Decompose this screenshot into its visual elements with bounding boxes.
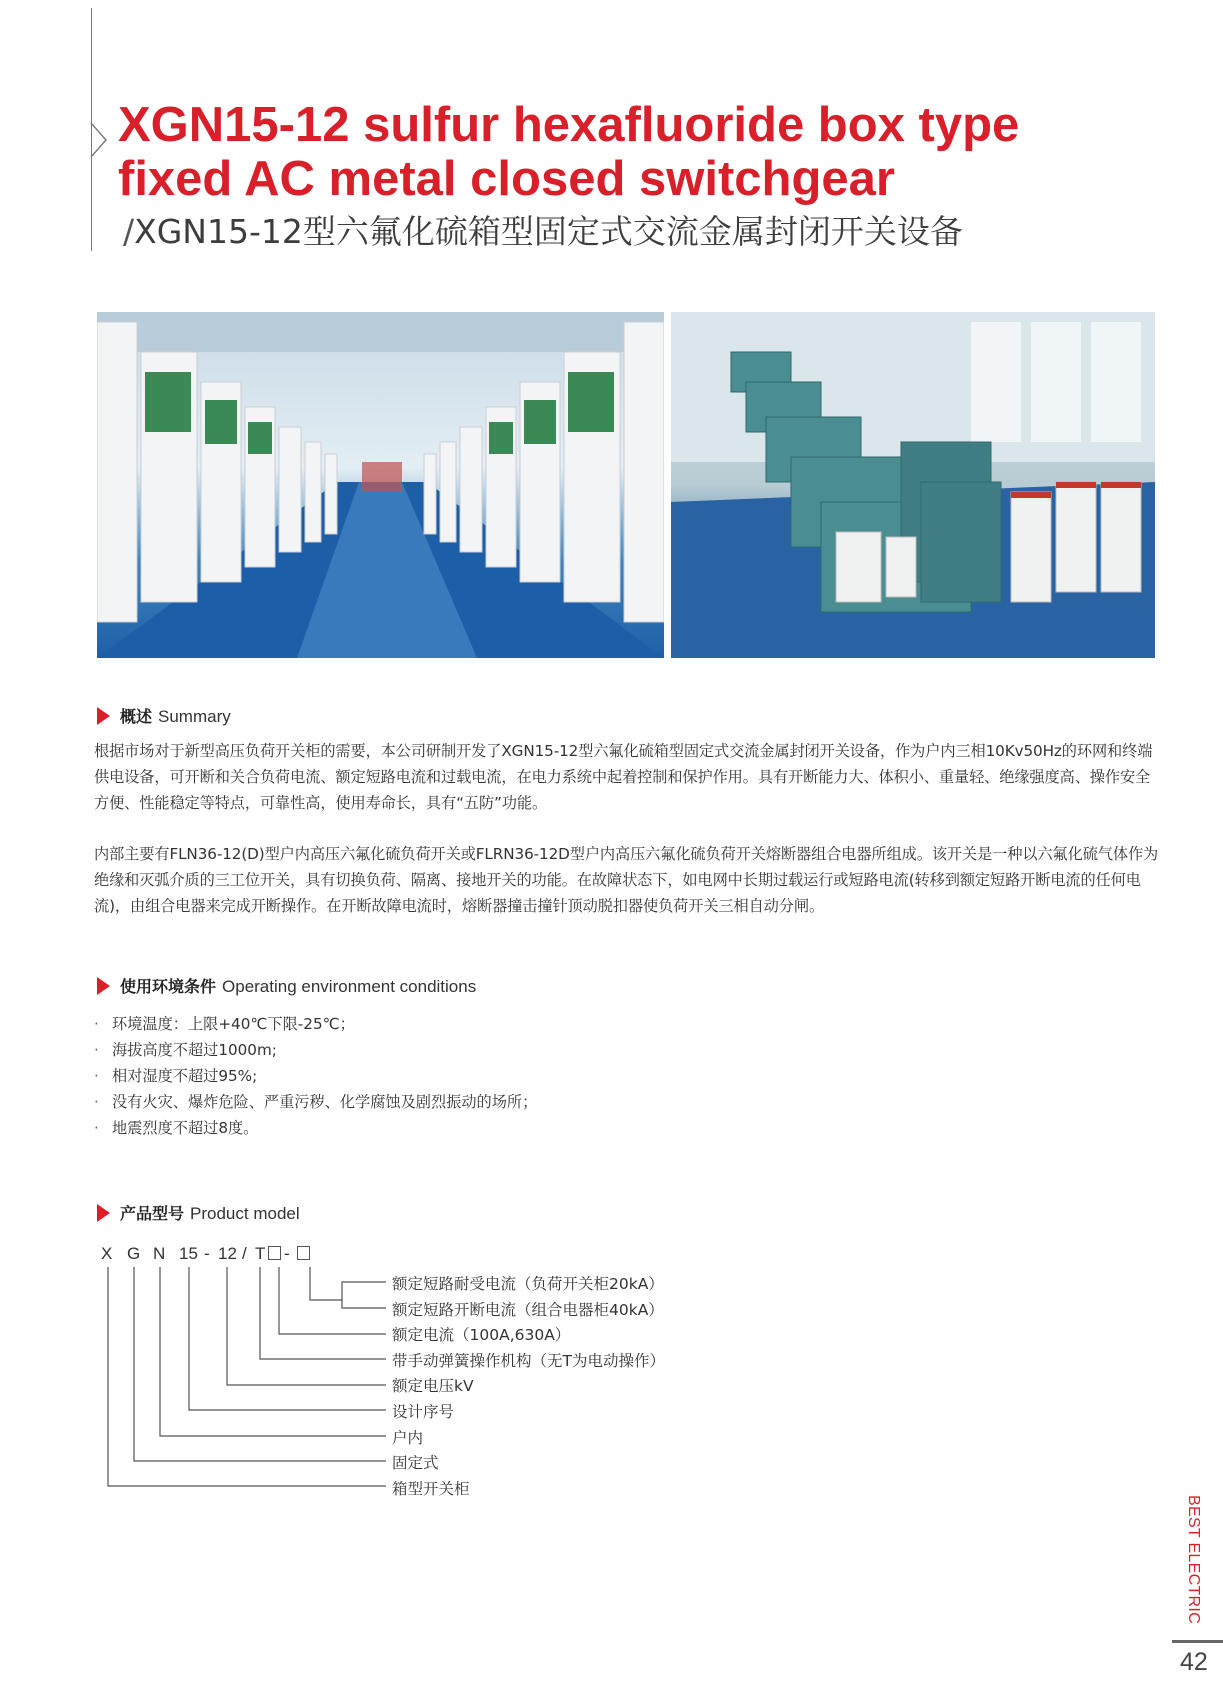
code-15: 15	[179, 1244, 198, 1263]
code-g: G	[127, 1244, 141, 1263]
section-heading-product-model: 产品型号 Product model	[97, 1201, 300, 1224]
list-item: 箱型开关柜	[392, 1479, 470, 1498]
section-heading-summary: 概述 Summary	[97, 704, 231, 727]
code-x: X	[101, 1244, 113, 1263]
code-slash: /	[242, 1244, 247, 1263]
list-item: 额定短路耐受电流（负荷开关柜20kA）	[392, 1275, 664, 1293]
list-item: · 地震烈度不超过8度。	[94, 1119, 259, 1137]
list-item: 设计序号	[392, 1402, 455, 1421]
code-n: N	[153, 1244, 166, 1263]
list-item: 固定式	[392, 1454, 439, 1473]
code-dash-2: -	[284, 1244, 290, 1263]
summary-paragraph-1: 根据市场对于新型高压负荷开关柜的需要，本公司研制开发了XGN15-12型六氟化硫箱型固定式交流金属封闭开关设备，作为户内三相10Kv50Hz的环网和终端供电设备，可开断和关合负荷电流、额定短路电流和过载电流，在电力系统中起着控制和保护作用。具有开断能力大、体积小、重量轻、绝缘强度高、操作安全方便、性能稳定等特点，可靠性高，使用寿命长，具有“五防”功能。	[94, 742, 1153, 812]
page-number: 42	[1180, 1648, 1208, 1676]
model-code-labels	[392, 1272, 665, 1502]
side-brand	[1182, 1495, 1206, 1625]
subtitle-slash: /	[123, 212, 135, 251]
subtitle-text: XGN15-12型六氟化硫箱型固定式交流金属封闭开关设备	[134, 212, 963, 251]
section-heading-environment: 使用环境条件 Operating environment conditions	[97, 974, 476, 997]
list-item: 户内	[392, 1428, 424, 1447]
list-item: 带手动弹簧操作机构（无T为电动操作）	[392, 1351, 665, 1370]
title-line-1: XGN15-12 sulfur hexafluoride box type	[118, 98, 1020, 152]
brand-text: BEST ELECTRIC	[1185, 1495, 1202, 1624]
code-dash: -	[204, 1244, 210, 1263]
title-line-2: fixed AC metal closed switchgear	[118, 152, 895, 206]
list-item: · 相对湿度不超过95%;	[94, 1067, 258, 1085]
page-number-bar	[1172, 1640, 1223, 1643]
list-item: · 环境温度：上限+40℃下限-25℃；	[94, 1015, 355, 1033]
list-item: 额定短路开断电流（组合电器柜40kA）	[392, 1300, 664, 1319]
summary-paragraph-2: 内部主要有FLN36-12(D)型户内高压六氟化硫负荷开关或FLRN36-12D型户内高压六氟化硫负荷开关熔断器组合电器所组成。该开关是一种以六氟化硫气体作为绝缘和灭弧介质的三工位开关，具有切换负荷、隔离、接地开关的功能。在故障状态下，如电网中长期过载运行或短路电流(转移到额定短路开断电流的任何电流)，由组合电器来完成开断操作。在开断故障电流时，熔断器撞击撞针顶动脱扣器使负荷开关三相自动分闸。	[94, 845, 1159, 915]
list-item: · 海拔高度不超过1000m;	[94, 1041, 277, 1059]
list-item: 额定电流（100A,630A）	[392, 1326, 571, 1345]
code-12: 12	[218, 1244, 237, 1263]
list-item: 额定电压kV	[392, 1377, 474, 1396]
list-item: · 没有火灾、爆炸危险、严重污秽、化学腐蚀及剧烈振动的场所；	[94, 1093, 538, 1111]
code-t: T	[255, 1244, 266, 1263]
